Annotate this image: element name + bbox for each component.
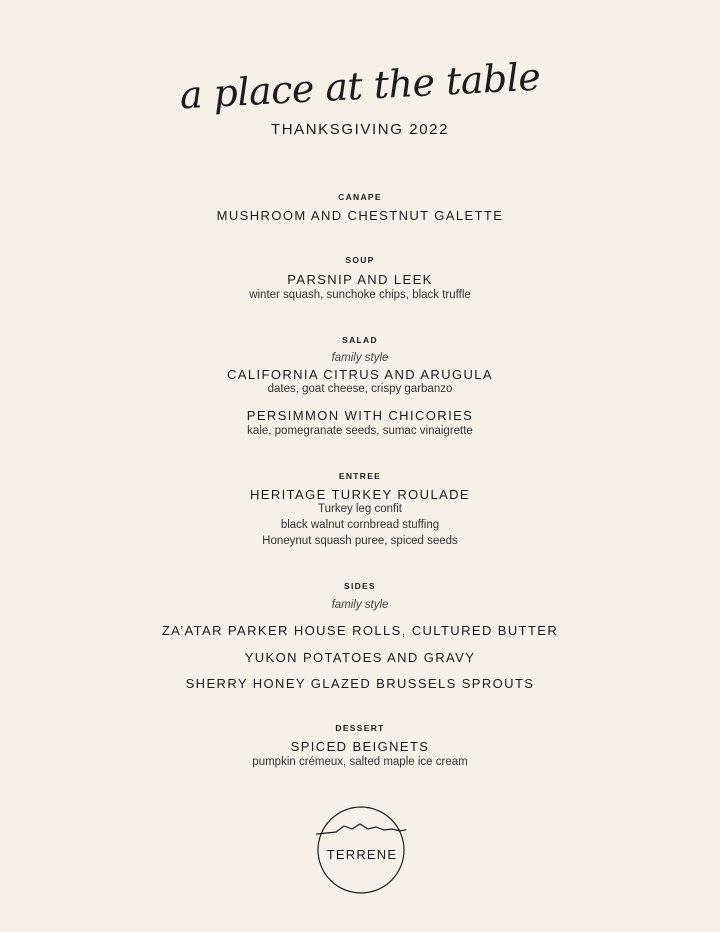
serving-note: family style <box>331 352 389 364</box>
menu-subtitle: THANKSGIVING 2022 <box>270 121 450 138</box>
section-label-sides: SIDES <box>343 581 376 591</box>
dish-description: dates, goat cheese, crispy garbanzo <box>267 383 453 395</box>
section-label-dessert: DESSERT <box>335 723 385 733</box>
dish-description: winter squash, sunchoke chips, black truffle <box>249 289 471 301</box>
dish-name: SPICED BEIGNETS <box>290 739 430 754</box>
dish-description: Turkey leg confit <box>318 503 402 515</box>
dish-name: PARSNIP AND LEEK <box>287 272 433 287</box>
section-label-entree: ENTREE <box>338 471 382 481</box>
dish-description: pumpkin crémeux, salted maple ice cream <box>252 756 468 768</box>
dish-description: kale, pomegranate seeds, sumac vinaigrette <box>247 425 473 437</box>
serving-note: family style <box>331 599 389 611</box>
section-label-salad: SALAD <box>342 335 378 345</box>
logo-wordmark: TERRENE <box>326 847 398 862</box>
section-label-soup: SOUP <box>345 255 375 265</box>
section-label-canape: CANAPE <box>338 192 382 202</box>
dish-name: MUSHROOM AND CHESTNUT GALETTE <box>216 208 504 223</box>
dish-name: CALIFORNIA CITRUS AND ARUGULA <box>227 367 493 382</box>
dish-description: Honeynut squash puree, spiced seeds <box>262 535 458 547</box>
dish-description: black walnut cornbread stuffing <box>280 519 440 531</box>
menu-title: a place at the table <box>178 54 542 118</box>
dish-name: ZA’ATAR PARKER HOUSE ROLLS, CULTURED BUTTER <box>161 623 559 638</box>
dish-name: YUKON POTATOES AND GRAVY <box>244 650 476 665</box>
dish-name: HERITAGE TURKEY ROULADE <box>249 487 471 502</box>
dish-name: SHERRY HONEY GLAZED BRUSSELS SPROUTS <box>185 676 535 691</box>
dish-name: PERSIMMON WITH CHICORIES <box>246 408 474 423</box>
